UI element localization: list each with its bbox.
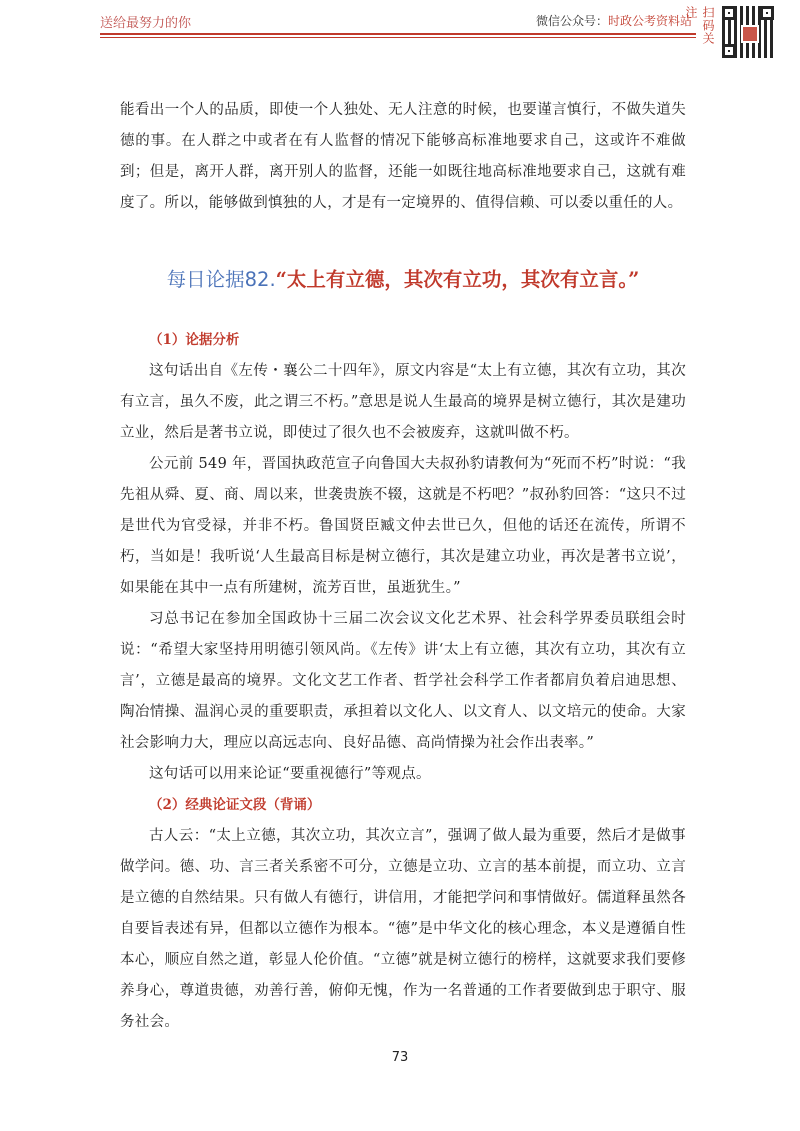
section-1 <box>120 325 686 1038</box>
scan-tag: 扫码关注 <box>684 6 715 45</box>
argument-title <box>120 265 686 295</box>
header-rule <box>100 33 696 35</box>
section-heading-classic: （2）经典论证文段（背诵） <box>149 797 321 813</box>
wechat-label: 微信公众号： <box>535 14 608 28</box>
document-body <box>120 95 686 1030</box>
header-slogan: 送给最努力的你 <box>100 16 192 31</box>
paragraph: 公元前 549 年，晋国执政范宣子向鲁国大夫叔孙豹请教何为“死而不朽”时说：“我先祖从舜、夏、商、周以来，世袭贵族不辍，这就是不朽吧？”叔孙豹回答：“这只不过是世代为官受禄，并非不朽。鲁国贤臣臧文仲去世已久，但他的话还在流传，所谓不朽，当如是！我听说‘人生最高目标是树立德行，其次是建立功业，再次是著书立说’，如果能在其中一点有所建树，流芳百世，虽逝犹生。” <box>120 456 686 596</box>
section-heading-analysis: （1）论据分析 <box>149 332 240 348</box>
paragraph: 习总书记在参加全国政协十三届二次会议文化艺术界、社会科学界委员联组会时说：“希望大家坚持用明德引领风尚。《左传》讲‘太上有立德，其次有立功，其次有立言’，立德是最高的境界。文化文艺工作者、哲学社会科学工作者都肩负着启迪思想、陶冶情操、温润心灵的重要职责，承担着以文化人、以文育人、以文培元的使命。大家社会影响力大，理应以高远志向、良好品德、高尚情操为社会作出表率。” <box>120 611 686 751</box>
paragraph: 这句话出自《左传・襄公二十四年》，原文内容是“太上有立德，其次有立功，其次有立言，虽久不废，此之谓三不朽。”意思是说人生最高的境界是树立德行，其次是建功立业，然后是著书立说，即使过了很久也不会被废弃，这就叫做不朽。 <box>120 363 686 441</box>
argument-quote: “太上有立德，其次有立功，其次有立言。” <box>275 268 640 291</box>
wechat-brand: 时政公考资料站 <box>607 14 692 28</box>
argument-number: 每日论据82. <box>166 268 276 291</box>
page-number: 73 <box>391 1050 409 1065</box>
header-rule-thin <box>100 37 696 38</box>
intro-paragraph: 能看出一个人的品质，即使一个人独处、无人注意的时候，也要谨言慎行，不做失道失德的事。在人群之中或者在有人监督的情况下能够高标准地要求自己，这或许不难做到；但是，离开人群，离开别人的监督，还能一如既往地高标准地要求自己，这就有难度了。所以，能够做到慎独的人，才是有一定境界的、值得信赖、可以委以重任的人。 <box>120 102 686 211</box>
paragraph: 这句话可以用来论证“要重视德行”等观点。 <box>149 766 431 782</box>
qr-code-icon <box>722 6 774 58</box>
header-wechat-account <box>536 12 692 29</box>
paragraph: 古人云：“太上立德，其次立功，其次立言”，强调了做人最为重要，然后才是做事做学问。德、功、言三者关系密不可分，立德是立功、立言的基本前提，而立功、立言是立德的自然结果。只有做人有德行，讲信用，才能把学问和事情做好。儒道释虽然各自要旨表述有异，但都以立德作为根本。“德”是中华文化的核心理念，本义是遵循自性本心，顺应自然之道，彰显人伦价值。“立德”就是树立德行的榜样，这就要求我们要修养身心，尊道贵德，劝善行善，俯仰无愧，作为一名普通的工作者要做到忠于职守、服务社会。 <box>120 828 686 1030</box>
